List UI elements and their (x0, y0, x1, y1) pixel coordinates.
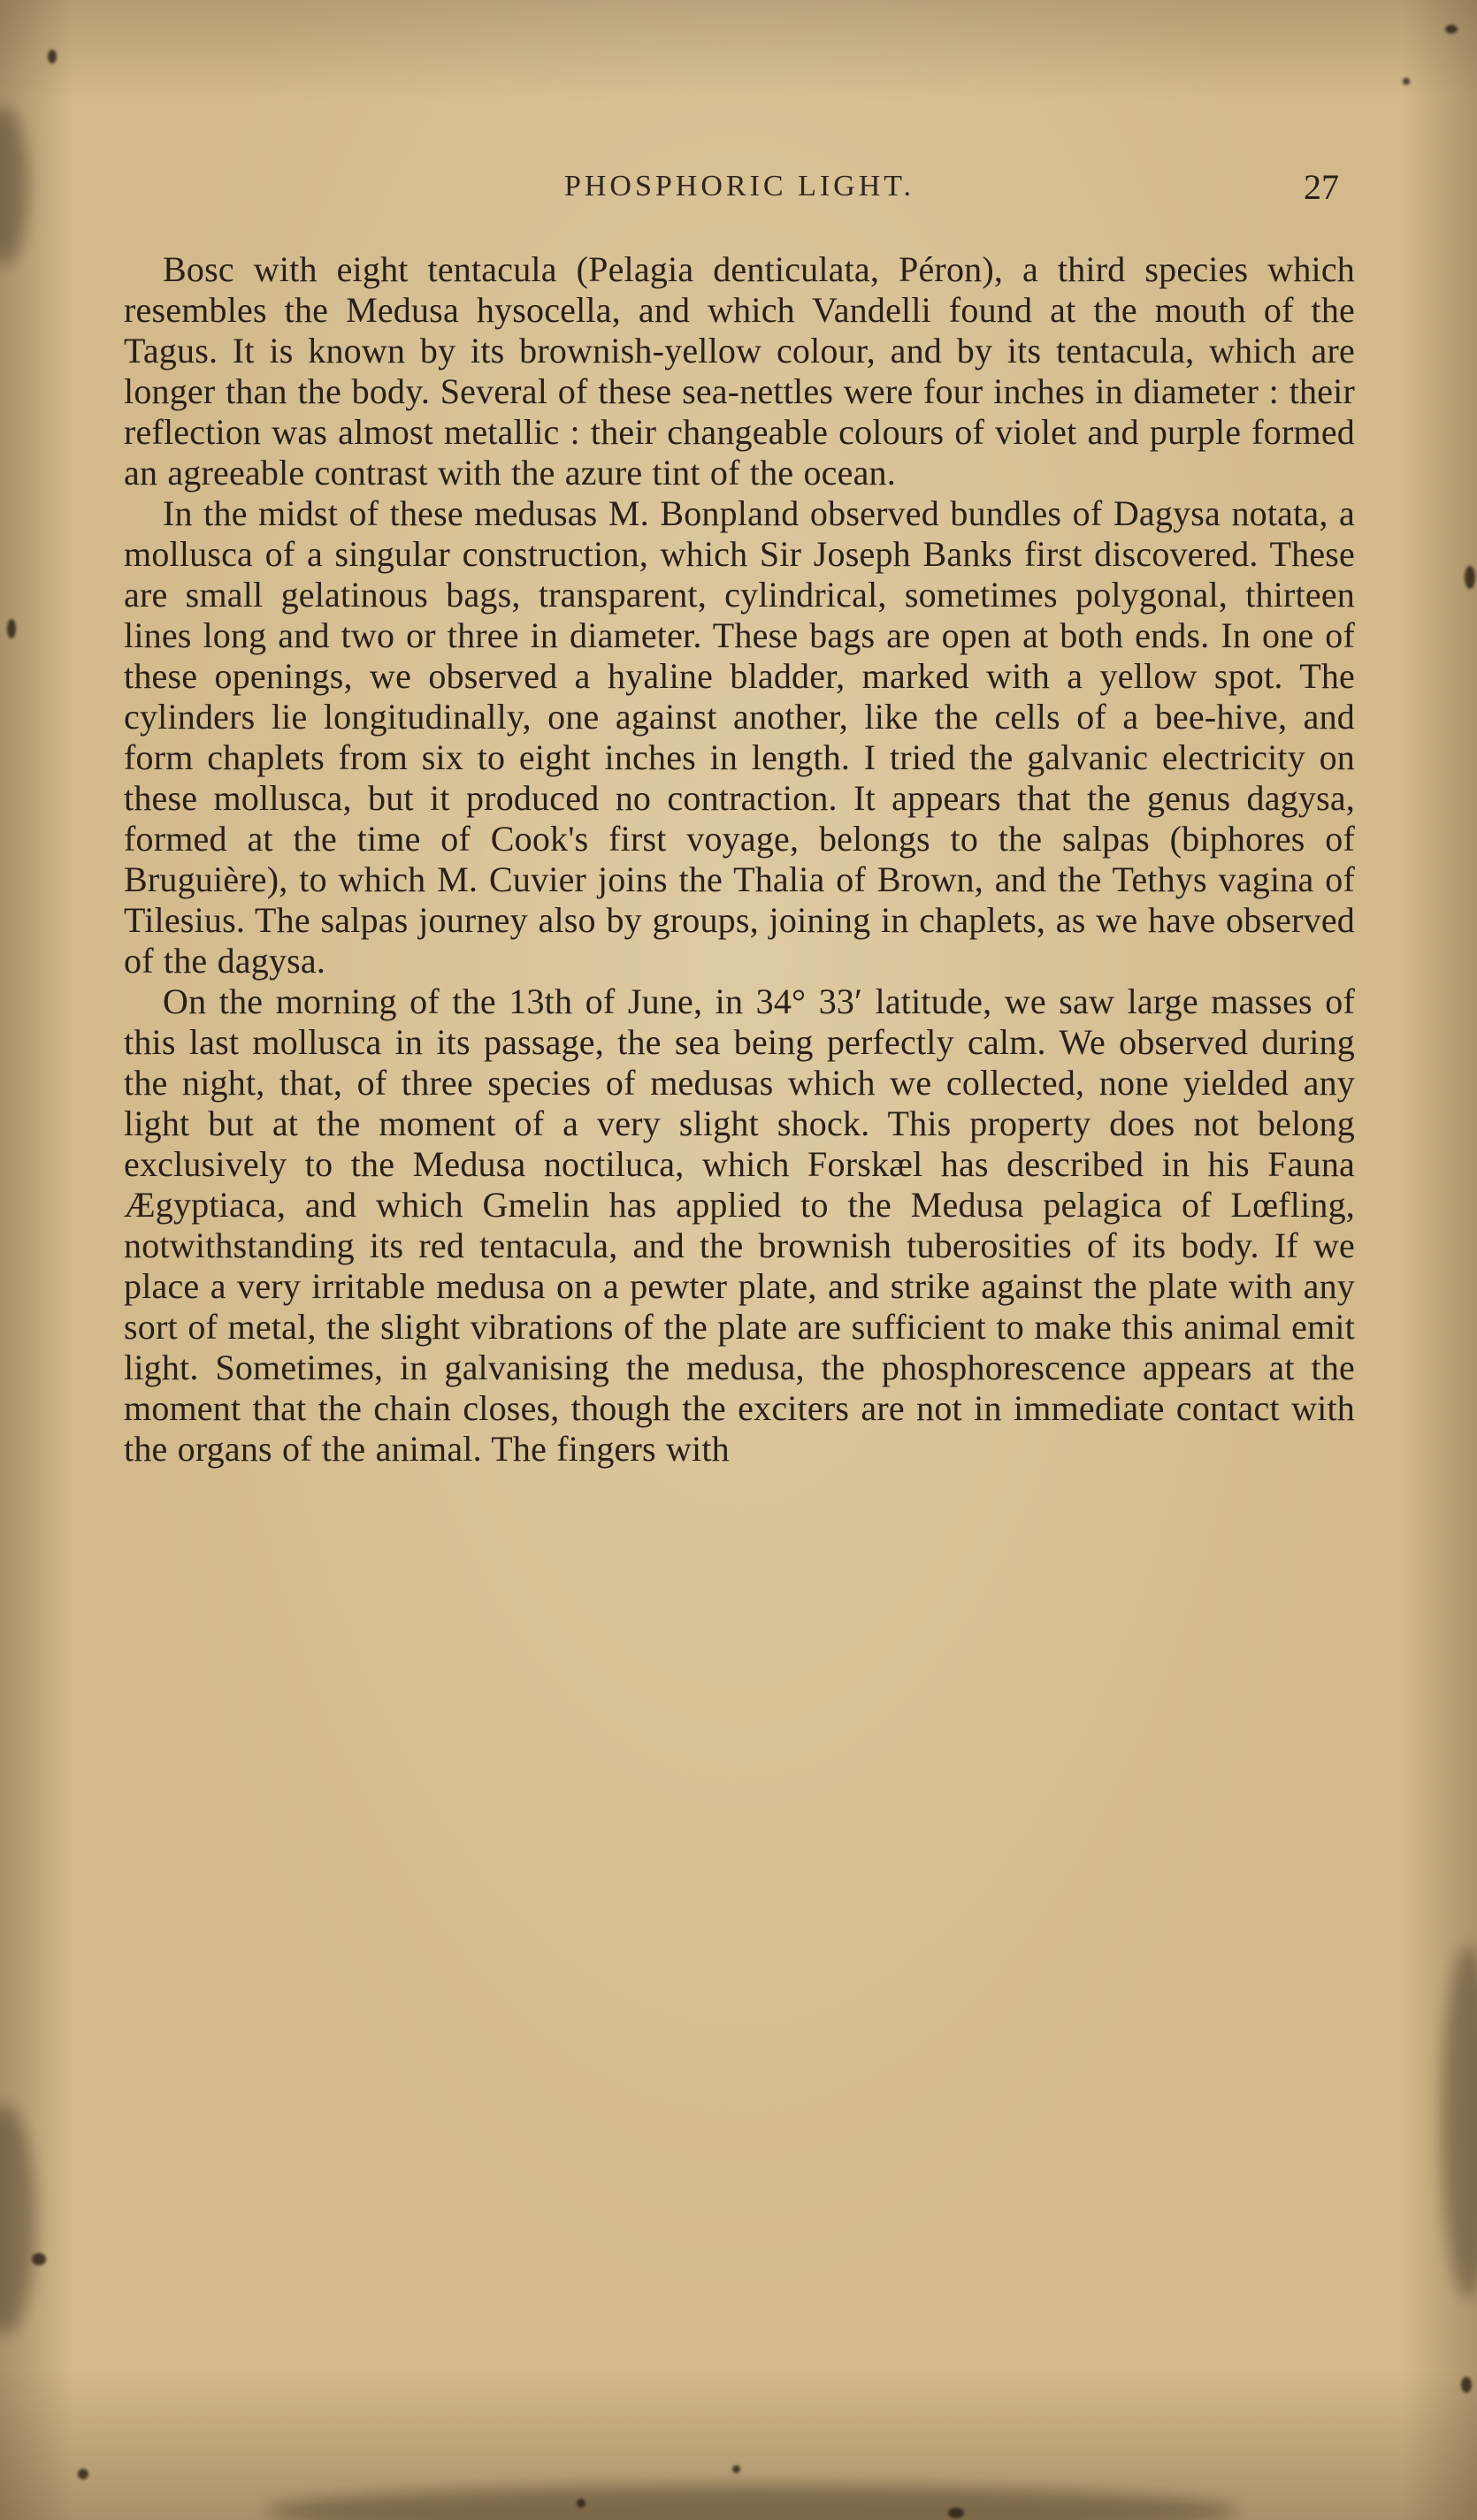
scan-smudge (0, 2104, 35, 2334)
page-number: 27 (1304, 167, 1339, 207)
scan-speck (732, 2465, 740, 2473)
scan-smudge (265, 2485, 1238, 2520)
scan-speck (1403, 78, 1410, 85)
scan-speck (1465, 566, 1475, 589)
paragraph: Bosc with eight tentacula (Pelagia denticulata, Péron), a third species which resembles the Medusa hysocella, and which Vandelli found at the mouth of the Tagus. It is known by its brownish-yellow colour, and by its tentacula, which are longer than the body. Several of these sea-nettles were four inches in diameter : their reflection was almost metallic : their changeable colours of violet and purple formed an agreeable contrast with the azure tint of the ocean. (124, 249, 1355, 493)
scan-speck (32, 2253, 46, 2265)
scan-speck (48, 50, 57, 64)
scan-smudge (1442, 1945, 1477, 2299)
scan-speck (1445, 25, 1458, 34)
running-header (124, 167, 1355, 214)
scan-smudge (0, 106, 28, 265)
paragraph: In the midst of these medusas M. Bonpland observed bundles of Dagysa notata, a mollusca of a singular construction, which Sir Joseph Banks first discovered. These are small gelatinous bags, transparent, cylindrical, sometimes polygonal, thirteen lines long and two or three in diameter. These bags are open at both ends. In one of these openings, we observed a hyaline bladder, marked with a yellow spot. The cylinders lie longitudinally, one against another, like the cells of a bee-hive, and form chaplets from six to eight inches in length. I tried the galvanic electricity on these mollusca, but it produced no contraction. It appears that the genus dagysa, formed at the time of Cook's first voyage, belongs to the salpas (biphores of Bruguière), to which M. Cuvier joins the Thalia of Brown, and the Tethys vagina of Tilesius. The salpas journey also by groups, joining in chaplets, as we have observed of the dagysa. (124, 493, 1355, 981)
body-text (124, 249, 1355, 1470)
scan-speck (7, 619, 16, 638)
scan-speck (1461, 2377, 1472, 2393)
scan-speck (78, 2469, 88, 2479)
page-header-title: PHOSPHORIC LIGHT. (563, 170, 915, 202)
paragraph: On the morning of the 13th of June, in 34° 33′ latitude, we saw large masses of this last mollusca in its passage, the sea being perfectly calm. We observed during the night, that, of three species of medusas which we collected, none yielded any light but at the moment of a very slight shock. This property does not belong exclusively to the Medusa noctiluca, which Forskæl has described in his Fauna Ægyptiaca, and which Gmelin has applied to the Medusa pelagica of Lœfling, notwithstanding its red tentacula, and the brownish tuberosities of its body. If we place a very irritable medusa on a pewter plate, and strike against the plate with any sort of metal, the slight vibrations of the plate are sufficient to make this animal emit light. Sometimes, in galvanising the medusa, the phosphorescence appears at the moment that the chain closes, though the exciters are not in immediate contact with the organs of the animal. The fingers with (124, 981, 1355, 1469)
